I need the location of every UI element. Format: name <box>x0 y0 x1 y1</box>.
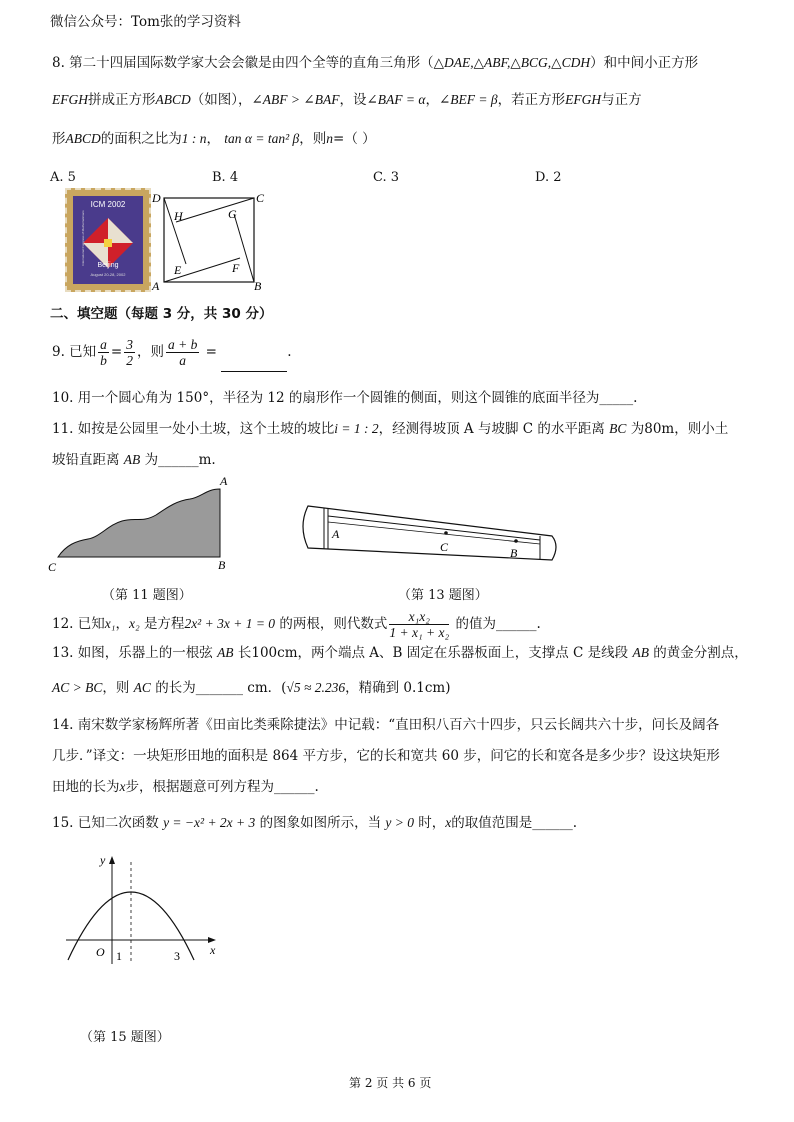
header-source: 微信公众号：Tom张的学习资料 <box>50 14 241 30</box>
q14-line2: 几步．”译文：一块矩形田地的面积是 864 平方步，它的长和宽共 60 步，问它的长和宽各是多少步？设这块矩形 <box>52 748 720 764</box>
q14-line1: 14. 南宋数学家杨辉所著《田亩比类乘除捷法》中记载：“直田积八百六十四步，只云长阔共六十步，问长及阔各 <box>52 717 720 733</box>
q13-instrument-figure <box>296 494 566 574</box>
graph-label-1: 1 <box>116 949 122 963</box>
q15-caption: （第 15 题图） <box>80 1030 170 1045</box>
label-g: G <box>228 207 237 221</box>
label-e: E <box>174 263 182 277</box>
label-c: C <box>256 191 265 205</box>
hill-shape <box>58 489 220 557</box>
graph-label-y: y <box>100 853 106 867</box>
graph-label-x: x <box>210 943 216 957</box>
q13-line2: AC > BC，则 AC 的长为_______ cm．(√5 ≈ 2.236，精确到 0.1cm) <box>52 680 451 696</box>
stamp-date: August 20-28, 2002 <box>90 272 126 277</box>
segment-de <box>164 198 186 264</box>
hill-label-a: A <box>220 475 228 488</box>
q14-line3: 田地的长为x步，根据题意可列方程为______. <box>52 779 319 795</box>
q8-option-c: C. 3 <box>373 170 400 185</box>
q11-hill-figure <box>44 475 244 575</box>
q9-line: 9. 已知 $\frac{a}{b}$ = $\frac{3}{2}$ ，则 $\frac{a + b}{a}$ = . <box>52 332 292 372</box>
label-f: F <box>232 261 240 275</box>
stamp-title: ICM 2002 <box>90 200 126 209</box>
instrument-label-a: A <box>332 527 340 541</box>
q8-option-b: B. 4 <box>212 170 239 185</box>
q13-caption: （第 13 题图） <box>398 588 488 603</box>
q8-line2: EFGH拼成正方形ABCD（如图），∠ABF > ∠BAF，设∠BAF = α，∠BEF = β，若正方形EFGH与正方 <box>52 92 642 108</box>
graph-label-origin: O <box>96 945 105 959</box>
q8-square-figure <box>150 188 270 292</box>
label-d: D <box>152 191 161 205</box>
label-h: H <box>174 209 183 223</box>
instrument-label-b: B <box>510 546 518 560</box>
section-title: 二、填空题（每题 3 分，共 30 分） <box>50 306 273 322</box>
label-b: B <box>254 279 262 292</box>
icm-stamp <box>65 188 151 292</box>
q11-caption: （第 11 题图） <box>102 588 192 603</box>
q11-line1: 11. 如按是公园里一处小土坡，这个土坡的坡比i = 1 : 2，经测得坡顶 A 与坡脚 C 的水平距离 BC 为80m，则小土 <box>52 421 729 437</box>
q8-option-a: A. 5 <box>50 170 76 185</box>
stamp-city: Beijing <box>97 262 119 269</box>
stamp-inner <box>73 196 143 284</box>
y-axis-arrow <box>109 856 115 864</box>
string-ab <box>328 516 540 540</box>
q15-parabola-graph <box>60 850 230 970</box>
stamp-side-text: International Congress of Mathematicians <box>81 210 85 266</box>
q8-line1: 8. 第二十四届国际数学家大会会徽是由四个全等的直角三角形（△DAE,△ABF,△BCG,△CDH）和中间小正方形 <box>52 55 699 71</box>
hill-label-c: C <box>48 560 57 574</box>
q13-line1: 13. 如图，乐器上的一根弦 AB 长100cm，两个端点 A、B 固定在乐器板面上，支撑点 C 是线段 AB 的黄金分割点， <box>52 645 748 661</box>
instrument-label-c: C <box>440 540 449 554</box>
q8-option-d: D. 2 <box>535 170 562 185</box>
graph-label-3: 3 <box>174 949 180 963</box>
instrument-body <box>303 506 556 560</box>
q15-line: 15. 已知二次函数 y = −x² + 2x + 3 的图象如图所示，当 y > 0 时，x的取值范围是______. <box>52 815 578 831</box>
q8-line3: 形ABCD的面积之比为1 : n， tan α = tan² β，则n=（ ） <box>52 131 376 147</box>
q12-line: 12. 已知x₁，x₂ 是方程2x² + 3x + 1 = 0 的两根，则代数式 $\frac{\text{x₁x₂}}{\text{1 + x₁ + x₂}}$ 的值为______. <box>52 609 541 640</box>
point-b <box>514 539 518 543</box>
page-number: 第 2 页 共 6 页 <box>349 1076 432 1090</box>
point-c <box>444 531 448 535</box>
hill-label-b: B <box>218 558 226 572</box>
stamp-center-square <box>104 239 112 247</box>
string-lower <box>328 522 540 544</box>
q11-line2: 坡铅直距离 AB 为______m. <box>52 452 216 468</box>
segment-ch <box>176 198 254 222</box>
q10-line: 10. 用一个圆心角为 150°，半径为 12 的扇形作一个圆锥的侧面，则这个圆锥的底面半径为_____. <box>52 390 638 406</box>
label-a: A <box>152 279 160 292</box>
